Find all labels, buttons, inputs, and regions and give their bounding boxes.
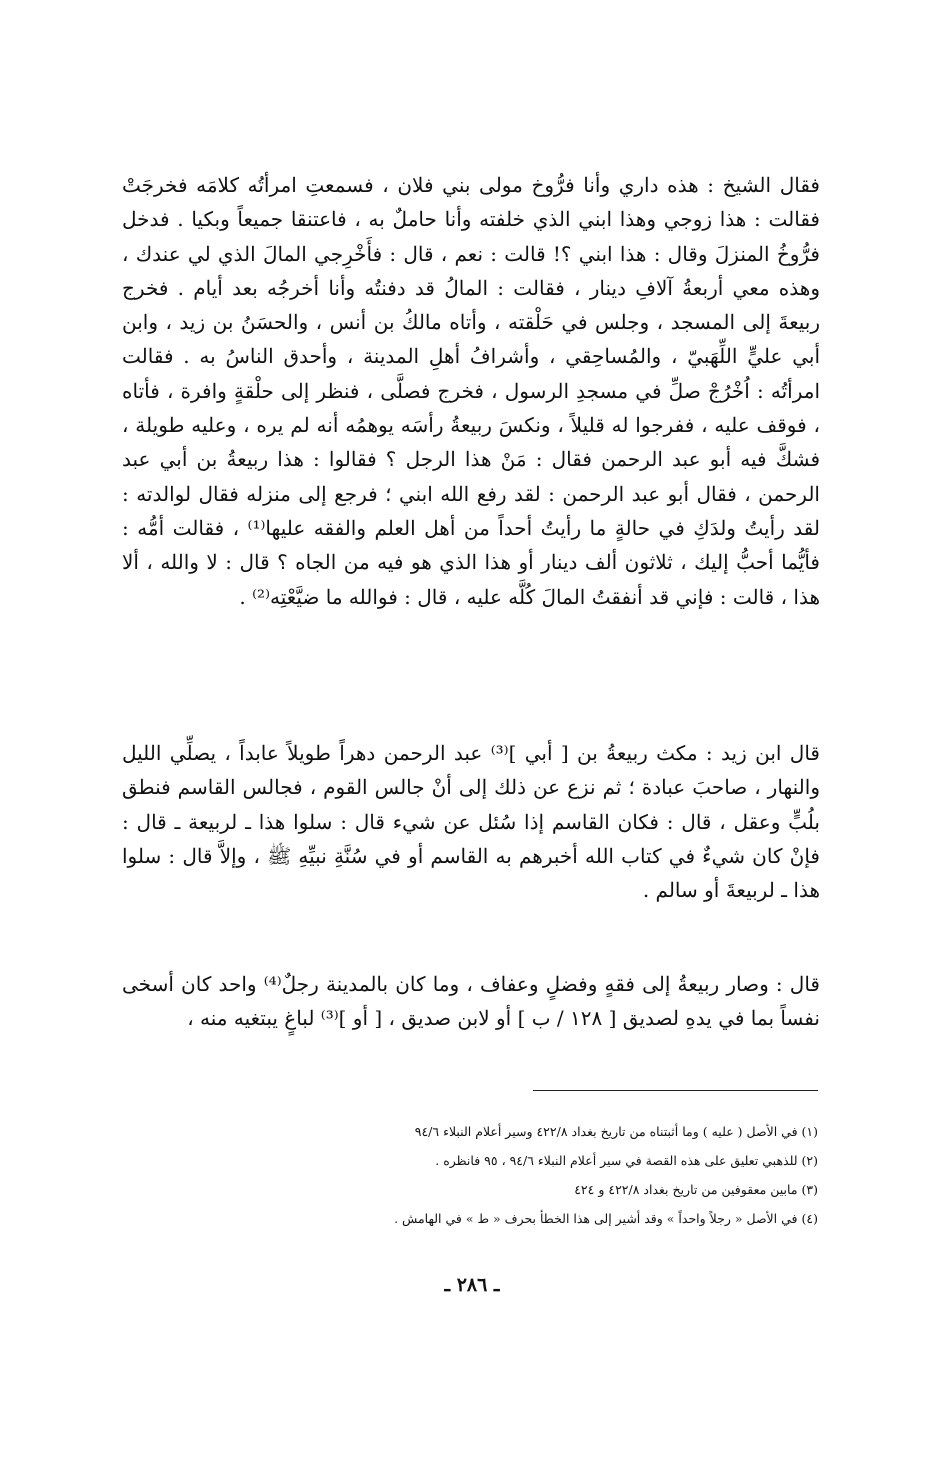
footnote-1: (١) في الأصل ( عليه ) وما أثبتناه من تاريخ بغداد ٤٢٢/٨ وسير أعلام النبلاء ٩٤/٦ (414, 1124, 818, 1139)
paragraph-3: قال : وصار ربيعةُ إلى فقهٍ وفضلٍ وعفاف ، وما كان بالمدينة رجلٌ⁽⁴⁾ واحد كان أسخى نفساً بما في يدهِ لصديق [ ١٢٨ / ب ] أو لابن صديق ، [ أو ]⁽³⁾ لباغٍ يبتغيه منه ، (122, 972, 820, 1031)
page-number: ـ ٢٨٦ ـ (444, 1274, 500, 1296)
footnote-3: (٣) مابين معقوفين من تاريخ بغداد ٤٢٢/٨ و ٤٢٤ (574, 1182, 818, 1197)
paragraph-2: قال ابن زيد : مكث ربيعةُ بن [ أبي ]⁽³⁾ عبد الرحمن دهراً طويلاً عابداً ، يصلِّي الليل والنهار ، صاحبَ عبادة ؛ ثم نزع عن ذلك إلى أنْ جالس القوم ، فجالس القاسم فنطق بلُبٍّ وعقل ، قال : فكان القاسم إذا سُئل عن شيء قال : سلوا هذا ـ لربيعة ـ قال : فإنْ كان شيءٌ في كتاب الله أخبرهم به القاسم أو في سُنَّةِ نبيِّهِ ﷺ ، وإلاَّ قال : سلوا هذا ـ لربيعةَ أو سالم . (122, 741, 820, 903)
footnote-2: (٢) للذهبي تعليق على هذه القصة في سير أعلام النبلاء ٩٤/٦ ، ٩٥ فانظره . (435, 1153, 818, 1168)
paragraph-1: فقال الشيخ : هذه داري وأنا فرُّوخ مولى بني فلان ، فسمعتِ امرأتُه كلامَه فخرجَتْ فقالت : هذا زوجي وهذا ابني الذي خلفته وأنا حاملٌ به ، فاعتنقا جميعاً وبكيا . فدخل فرُّوخُ المنزلَ وقال : هذا ابني ؟! قالت : نعم ، قال : فأَخْرِجي المالَ الذي لي عندك ، وهذه معي أربعةُ آلافِ دينار ، فقالت : المالُ قد دفنتُه وأنا أخرجُه بعد أيام . فخرج ربيعةَ إلى المسجد ، وجلس في حَلْقته ، وأتاه مالكُ بن أنس ، والحسَنُ بن زيد ، وابن أبي عليٍّ اللِّهَبيّ ، والمُساحِقي ، وأشرافُ أهلِ المدينة ، وأحدق الناسُ به . فقالت امرأتُه : اُخْرُجْ صلِّ في مسجدِ الرسول ، فخرج فصلَّى ، فنظر إلى حلْقةٍ وافرة ، فأتاه ، فوقف عليه ، ففرجوا له قليلاً ، ونكسَ ربيعةُ رأسَه يوهمُه أنه لم يره ، وعليه طويلة ، فشكَّ فيه أبو عبد الرحمن فقال : مَنْ هذا الرجل ؟ فقالوا : هذا ربيعةُ بن أبي عبد الرحمن ، فقال أبو عبد الرحمن : لقد رفع الله ابني ؛ فرجع إلى منزله فقال لوالدته : لقد رأيتُ ولدَكِ في حالةٍ ما رأيتُ أحداً من أهل العلم والفقه عليها⁽¹⁾ ، فقالت أمُّه : فأيُّما أحبُّ إليك ، ثلاثون ألف دينار أو هذا الذي هو فيه من الجاه ؟ قال : لا والله ، ألا هذا ، قالت : فإني قد أنفقتُ المالَ كُلَّه عليه ، قال : فوالله ما ضيَّعْتِه⁽²⁾ . (122, 173, 821, 609)
footnotes (200, 1117, 818, 1233)
footnote-divider (533, 1090, 818, 1091)
footnote-4: (٤) في الأصل « رجلاً واحداً » وقد أشير إلى هذا الخطأ بحرف « ط » في الهامش . (394, 1211, 818, 1226)
